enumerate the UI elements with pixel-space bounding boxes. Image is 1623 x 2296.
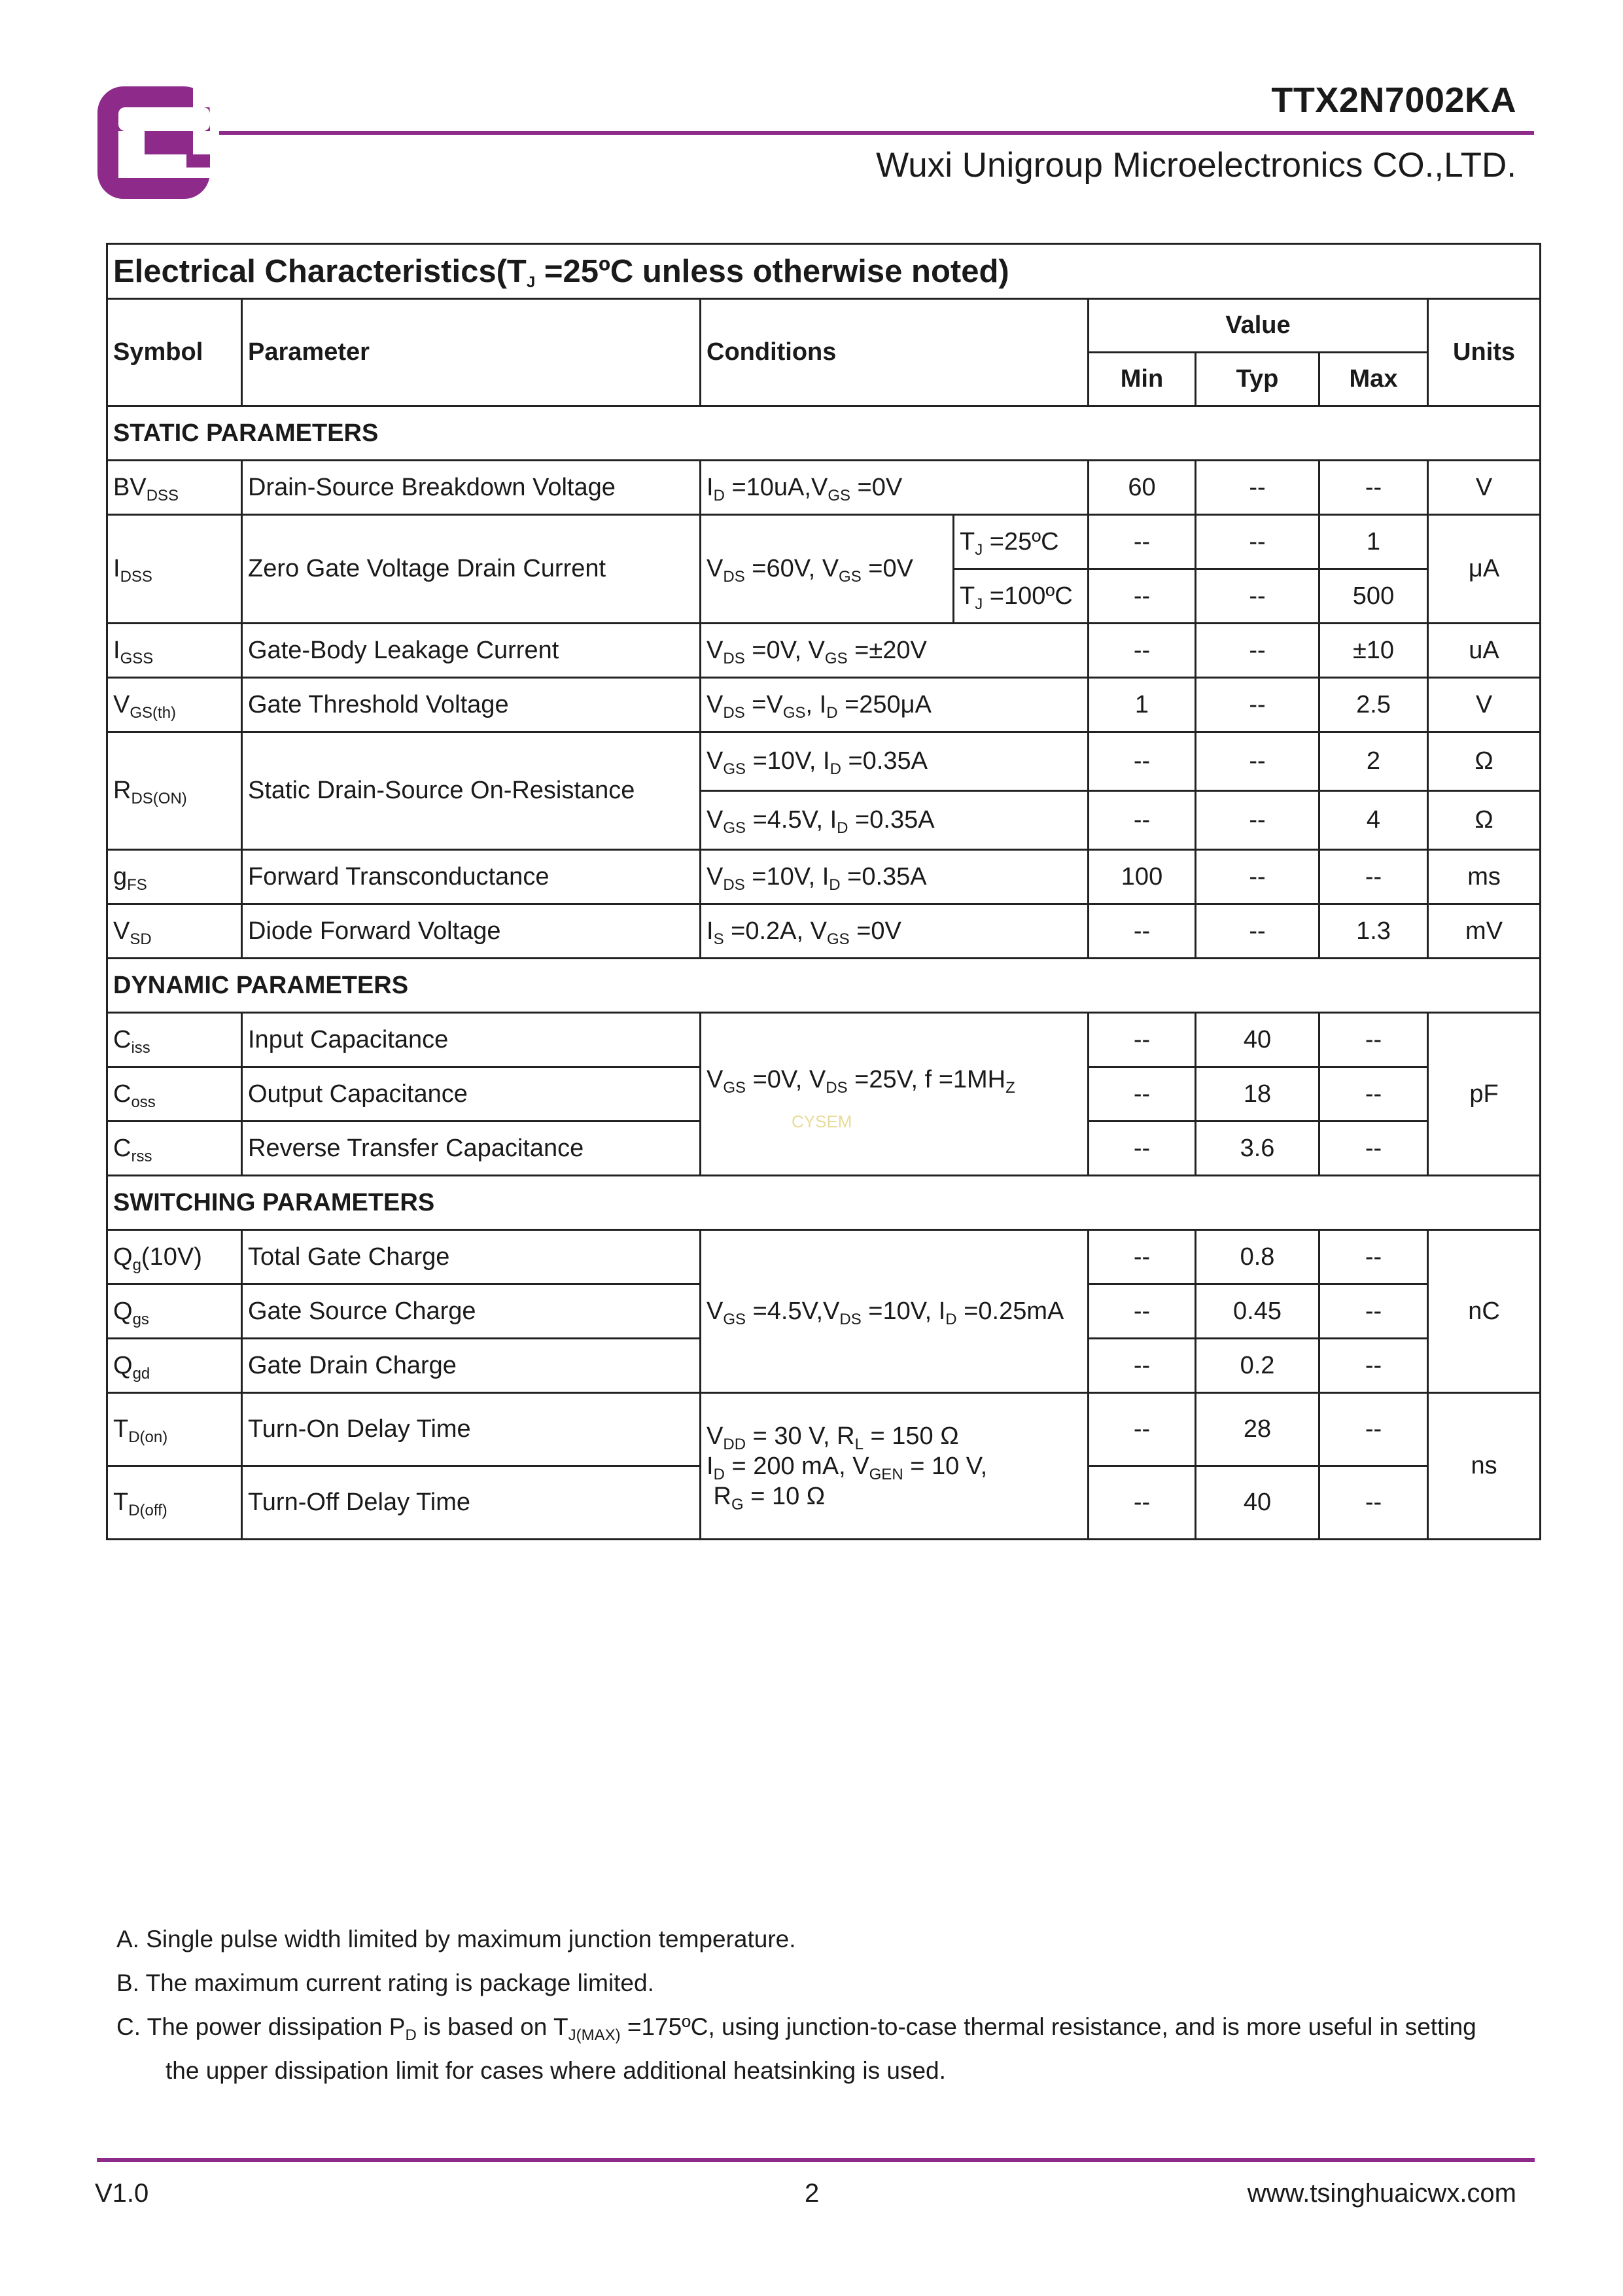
header-typ: Typ bbox=[1196, 353, 1319, 406]
min-qgs: -- bbox=[1089, 1284, 1196, 1339]
max-coss: -- bbox=[1319, 1067, 1428, 1122]
symbol-tdoff: $T_{D(off)}$ bbox=[107, 1466, 242, 1540]
cond-delay: $V_{DD} = 30$ V, $R_L = 150$ Ω $I_D = 200$ mA, $V_{GEN} = 10$ V, $R_G = 10$ Ω bbox=[701, 1393, 1089, 1540]
max-tdoff: -- bbox=[1319, 1466, 1428, 1540]
typ-idss-2: -- bbox=[1196, 569, 1319, 624]
cond-vsd: $I_S =0.2A$, $V_{GS} =0V$ bbox=[701, 904, 1089, 959]
param-igss: Gate-Body Leakage Current bbox=[242, 624, 701, 678]
cond-charge: $V_{GS} =4.5V,V_{DS} =10V$, $I_D =0.25mA$ bbox=[701, 1230, 1089, 1393]
min-igss: -- bbox=[1089, 624, 1196, 678]
cond-idss-tj25: $T_J$ =25ºC bbox=[954, 515, 1089, 569]
typ-vsd: -- bbox=[1196, 904, 1319, 959]
symbol-igss: $I_{GSS}$ bbox=[107, 624, 242, 678]
symbol-rdson: $R_{DS(ON)}$ bbox=[107, 732, 242, 850]
header-units: Units bbox=[1428, 299, 1541, 406]
table-row bbox=[107, 1230, 1541, 1284]
note-c: C. The power dissipation $P_D$ is based on $T_{J(MAX)}$ =175ºC, using junction-to-case thermal resistance, and is more useful in setting bbox=[116, 2013, 1476, 2044]
symbol-coss: $C_{oss}$ bbox=[107, 1067, 242, 1122]
note-a: A. Single pulse width limited by maximum junction temperature. bbox=[116, 1926, 796, 1952]
symbol-vsd: $V_{SD}$ bbox=[107, 904, 242, 959]
page-number: 2 bbox=[805, 2179, 820, 2208]
unit-vgsth: V bbox=[1428, 678, 1541, 732]
max-ciss: -- bbox=[1319, 1013, 1428, 1067]
unit-rdson-2: Ω bbox=[1428, 791, 1541, 850]
cond-idss-tj100: $T_J$ =100ºC bbox=[954, 569, 1089, 624]
min-tdoff: -- bbox=[1089, 1466, 1196, 1540]
min-bvdss: 60 bbox=[1089, 461, 1196, 515]
notes bbox=[116, 1917, 1476, 2093]
version: V1.0 bbox=[95, 2179, 149, 2208]
typ-qg: 0.8 bbox=[1196, 1230, 1319, 1284]
max-gfs: -- bbox=[1319, 850, 1428, 904]
table-row bbox=[107, 624, 1541, 678]
unit-charge: nC bbox=[1428, 1230, 1541, 1393]
max-crss: -- bbox=[1319, 1122, 1428, 1176]
min-rdson-2: -- bbox=[1089, 791, 1196, 850]
min-crss: -- bbox=[1089, 1122, 1196, 1176]
min-idss-2: -- bbox=[1089, 569, 1196, 624]
header-value: Value bbox=[1089, 299, 1428, 353]
table-row bbox=[107, 850, 1541, 904]
max-rdson-2: 4 bbox=[1319, 791, 1428, 850]
symbol-bvdss: $BV_{DSS}$ bbox=[107, 461, 242, 515]
cond-rdson-1: $V_{GS} =10V$, $I_D =0.35A$ bbox=[701, 732, 1089, 791]
cond-igss: $V_{DS} =0V$, $V_{GS} =\pm 20V$ bbox=[701, 624, 1089, 678]
min-idss-1: -- bbox=[1089, 515, 1196, 569]
typ-qgd: 0.2 bbox=[1196, 1339, 1319, 1393]
unit-bvdss: V bbox=[1428, 461, 1541, 515]
param-vsd: Diode Forward Voltage bbox=[242, 904, 701, 959]
cond-gfs: $V_{DS} =10V$, $I_D =0.35A$ bbox=[701, 850, 1089, 904]
symbol-qgs: $Q_{gs}$ bbox=[107, 1284, 242, 1339]
max-bvdss: -- bbox=[1319, 461, 1428, 515]
symbol-crss: $C_{rss}$ bbox=[107, 1122, 242, 1176]
param-bvdss: Drain-Source Breakdown Voltage bbox=[242, 461, 701, 515]
cond-idss: $V_{DS} =60V$, $V_{GS} =0V$ bbox=[701, 515, 954, 624]
symbol-qg: $Q_g(10V)$ bbox=[107, 1230, 242, 1284]
max-igss: ±10 bbox=[1319, 624, 1428, 678]
param-crss: Reverse Transfer Capacitance bbox=[242, 1122, 701, 1176]
typ-crss: 3.6 bbox=[1196, 1122, 1319, 1176]
typ-bvdss: -- bbox=[1196, 461, 1319, 515]
typ-tdon: 28 bbox=[1196, 1393, 1319, 1466]
cond-capacitance: $V_{GS} =0V$, $V_{DS} =25V$, $f =1MH_Z$ $_{CYSEM}$ bbox=[701, 1013, 1089, 1176]
unit-gfs: ms bbox=[1428, 850, 1541, 904]
unit-idss: μA bbox=[1428, 515, 1541, 624]
min-qg: -- bbox=[1089, 1230, 1196, 1284]
section-static: STATIC PARAMETERS bbox=[107, 406, 1541, 461]
table-row bbox=[107, 515, 1541, 569]
min-vgsth: 1 bbox=[1089, 678, 1196, 732]
section-switching: SWITCHING PARAMETERS bbox=[107, 1176, 1541, 1230]
table-row bbox=[107, 904, 1541, 959]
typ-igss: -- bbox=[1196, 624, 1319, 678]
param-qgd: Gate Drain Charge bbox=[242, 1339, 701, 1393]
typ-gfs: -- bbox=[1196, 850, 1319, 904]
typ-ciss: 40 bbox=[1196, 1013, 1319, 1067]
param-qgs: Gate Source Charge bbox=[242, 1284, 701, 1339]
table-row bbox=[107, 732, 1541, 791]
max-qgs: -- bbox=[1319, 1284, 1428, 1339]
param-rdson: Static Drain-Source On-Resistance bbox=[242, 732, 701, 850]
param-ciss: Input Capacitance bbox=[242, 1013, 701, 1067]
note-b: B. The maximum current rating is package limited. bbox=[116, 1969, 654, 1996]
part-number: TTX2N7002KA bbox=[1271, 80, 1516, 120]
table-row bbox=[107, 1393, 1541, 1466]
param-tdoff: Turn-Off Delay Time bbox=[242, 1466, 701, 1540]
max-idss-1: 1 bbox=[1319, 515, 1428, 569]
typ-rdson-2: -- bbox=[1196, 791, 1319, 850]
symbol-ciss: $C_{iss}$ bbox=[107, 1013, 242, 1067]
header-parameter: Parameter bbox=[242, 299, 701, 406]
cond-vgsth: $V_{DS} =V_{GS}$, $I_D =250\mu A$ bbox=[701, 678, 1089, 732]
symbol-qgd: $Q_{gd}$ bbox=[107, 1339, 242, 1393]
typ-rdson-1: -- bbox=[1196, 732, 1319, 791]
company-logo bbox=[88, 77, 219, 208]
typ-qgs: 0.45 bbox=[1196, 1284, 1319, 1339]
max-idss-2: 500 bbox=[1319, 569, 1428, 624]
min-rdson-1: -- bbox=[1089, 732, 1196, 791]
header-min: Min bbox=[1089, 353, 1196, 406]
header-conditions: Conditions bbox=[701, 299, 1089, 406]
company-name: Wuxi Unigroup Microelectronics CO.,LTD. bbox=[876, 146, 1516, 185]
param-vgsth: Gate Threshold Voltage bbox=[242, 678, 701, 732]
min-tdon: -- bbox=[1089, 1393, 1196, 1466]
section-dynamic: DYNAMIC PARAMETERS bbox=[107, 959, 1541, 1013]
symbol-gfs: $g_{FS}$ bbox=[107, 850, 242, 904]
max-rdson-1: 2 bbox=[1319, 732, 1428, 791]
typ-idss-1: -- bbox=[1196, 515, 1319, 569]
header-symbol: Symbol bbox=[107, 299, 242, 406]
unit-vsd: mV bbox=[1428, 904, 1541, 959]
max-vgsth: 2.5 bbox=[1319, 678, 1428, 732]
symbol-tdon: $T_{D(on)}$ bbox=[107, 1393, 242, 1466]
max-qg: -- bbox=[1319, 1230, 1428, 1284]
max-vsd: 1.3 bbox=[1319, 904, 1428, 959]
footer-rule bbox=[97, 2158, 1535, 2162]
max-tdon: -- bbox=[1319, 1393, 1428, 1466]
param-idss: Zero Gate Voltage Drain Current bbox=[242, 515, 701, 624]
min-ciss: -- bbox=[1089, 1013, 1196, 1067]
unit-rdson-1: Ω bbox=[1428, 732, 1541, 791]
cond-bvdss: $I_D =10uA,V_{GS} =0V$ bbox=[701, 461, 1089, 515]
website-link[interactable]: www.tsinghuaicwx.com bbox=[1247, 2179, 1516, 2208]
typ-tdoff: 40 bbox=[1196, 1466, 1319, 1540]
typ-coss: 18 bbox=[1196, 1067, 1319, 1122]
cond-rdson-2: $V_{GS} =4.5V$, $I_D =0.35A$ bbox=[701, 791, 1089, 850]
min-qgd: -- bbox=[1089, 1339, 1196, 1393]
unit-time: ns bbox=[1428, 1393, 1541, 1540]
param-gfs: Forward Transconductance bbox=[242, 850, 701, 904]
header-rule bbox=[219, 131, 1534, 135]
param-coss: Output Capacitance bbox=[242, 1067, 701, 1122]
unit-capacitance: pF bbox=[1428, 1013, 1541, 1176]
watermark: CYSEM bbox=[792, 1112, 852, 1131]
note-c-continued: the upper dissipation limit for cases where additional heatsinking is used. bbox=[166, 2057, 946, 2084]
symbol-vgsth: $V_{GS(th)}$ bbox=[107, 678, 242, 732]
header-max: Max bbox=[1319, 353, 1428, 406]
unit-igss: uA bbox=[1428, 624, 1541, 678]
param-qg: Total Gate Charge bbox=[242, 1230, 701, 1284]
min-coss: -- bbox=[1089, 1067, 1196, 1122]
table-title: Electrical $Characteristics(T_J$ =25ºC unless otherwise noted) bbox=[107, 244, 1541, 299]
param-tdon: Turn-On Delay Time bbox=[242, 1393, 701, 1466]
table-row bbox=[107, 1013, 1541, 1067]
table-row bbox=[107, 678, 1541, 732]
min-gfs: 100 bbox=[1089, 850, 1196, 904]
typ-vgsth: -- bbox=[1196, 678, 1319, 732]
symbol-idss: $I_{DSS}$ bbox=[107, 515, 242, 624]
table-row bbox=[107, 461, 1541, 515]
max-qgd: -- bbox=[1319, 1339, 1428, 1393]
electrical-characteristics-table bbox=[106, 243, 1541, 1540]
min-vsd: -- bbox=[1089, 904, 1196, 959]
